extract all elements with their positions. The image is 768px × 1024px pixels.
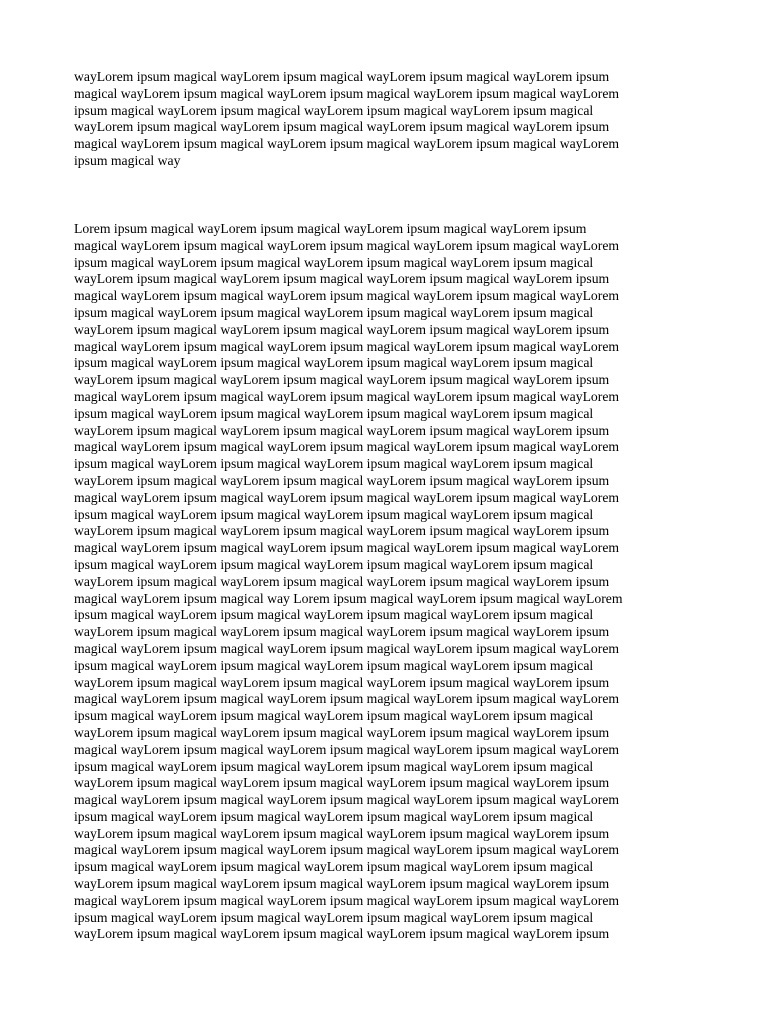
paragraph-1: wayLorem ipsum magical wayLorem ipsum magical wayLorem ipsum magical wayLorem ipsum magical wayLorem ipsum magical wayLorem ipsum magical wayLorem ipsum magical wayLorem ipsum magical wayLorem ipsum magical wayLorem ipsum magical wayLorem ipsum magical wayLorem ipsum magical wayLorem ipsum magical wayLorem ipsum magical wayLorem ipsum magical wayLorem ipsum magical wayLorem ipsum magical wayLorem ipsum magical wayLorem ipsum magical way	[74, 69, 620, 168]
paragraph-2: Lorem ipsum magical wayLorem ipsum magical wayLorem ipsum magical wayLorem ipsum magical wayLorem ipsum magical wayLorem ipsum magical wayLorem ipsum magical wayLorem ipsum magical wayLorem ipsum magical wayLorem ipsum magical wayLorem ipsum magical wayLorem ipsum magical wayLorem ipsum magical wayLorem ipsum magical wayLorem ipsum magical wayLorem ipsum magical wayLorem ipsum magical wayLorem ipsum magical wayLorem ipsum magical wayLorem ipsum magical wayLorem ipsum magical wayLorem ipsum magical wayLorem ipsum magical wayLorem ipsum magical wayLorem ipsum magical wayLorem ipsum magical wayLorem ipsum magical wayLorem ipsum magical wayLorem ipsum magical wayLorem ipsum magical wayLorem ipsum magical wayLorem ipsum magical wayLorem ipsum magical wayLorem ipsum magical wayLorem ipsum magical wayLorem ipsum magical wayLorem ipsum magical wayLorem ipsum magical wayLorem ipsum magical wayLorem ipsum magical wayLorem ipsum magical wayLorem ipsum magical wayLorem ipsum magical wayLorem ipsum magical wayLorem ipsum magical wayLorem ipsum magical wayLorem ipsum magical wayLorem ipsum magical wayLorem ipsum magical wayLorem ipsum magical wayLorem ipsum magical wayLorem ipsum magical wayLorem ipsum magical wayLorem ipsum magical wayLorem ipsum magical wayLorem ipsum magical wayLorem ipsum magical wayLorem ipsum magical wayLorem ipsum magical wayLorem ipsum magical wayLorem ipsum magical wayLorem ipsum magical wayLorem ipsum magical wayLorem ipsum magical wayLorem ipsum magical wayLorem ipsum magical wayLorem ipsum magical wayLorem ipsum magical wayLorem ipsum magical wayLorem ipsum magical wayLorem ipsum magical wayLorem ipsum magical wayLorem ipsum magical wayLorem ipsum magical wayLorem ipsum magical wayLorem ipsum magical wayLorem ipsum magical wayLorem ipsum magical wayLorem ipsum magical wayLorem ipsum magical wayLorem ipsum magical wayLorem ipsum magical way Lorem ipsum magical wayLorem ipsum magical wayLorem ipsum magical wayLorem ipsum magical wayLorem ipsum magical wayLorem ipsum magical wayLorem ipsum magical wayLorem ipsum magical wayLorem ipsum magical wayLorem ipsum magical wayLorem ipsum magical wayLorem ipsum magical wayLorem ipsum magical wayLorem ipsum magical wayLorem ipsum magical wayLorem ipsum magical wayLorem ipsum magical wayLorem ipsum magical wayLorem ipsum magical wayLorem ipsum magical wayLorem ipsum magical wayLorem ipsum magical wayLorem ipsum magical wayLorem ipsum magical wayLorem ipsum magical wayLorem ipsum magical wayLorem ipsum magical wayLorem ipsum magical wayLorem ipsum magical wayLorem ipsum magical wayLorem ipsum magical wayLorem ipsum magical wayLorem ipsum magical wayLorem ipsum magical wayLorem ipsum magical wayLorem ipsum magical wayLorem ipsum magical wayLorem ipsum magical wayLorem ipsum magical wayLorem ipsum magical wayLorem ipsum magical wayLorem ipsum magical wayLorem ipsum magical wayLorem ipsum magical wayLorem ipsum magical wayLorem ipsum magical wayLorem ipsum magical wayLorem ipsum magical wayLorem ipsum magical wayLorem ipsum magical wayLorem ipsum magical wayLorem ipsum magical wayLorem ipsum magical wayLorem ipsum magical wayLorem ipsum magical wayLorem ipsum magical wayLorem ipsum magical wayLorem ipsum magical wayLorem ipsum magical wayLorem ipsum magical wayLorem ipsum magical wayLorem ipsum magical wayLorem ipsum magical wayLorem ipsum magical wayLorem ipsum magical wayLorem ipsum magical wayLorem ipsum magical wayLorem ipsum magical wayLorem ipsum magical wayLorem ipsum magical wayLorem ipsum magical wayLorem ipsum magical wayLorem ipsum magical wayLorem ipsum magical wayLorem ipsum magical wayLorem ipsum	[74, 221, 623, 942]
